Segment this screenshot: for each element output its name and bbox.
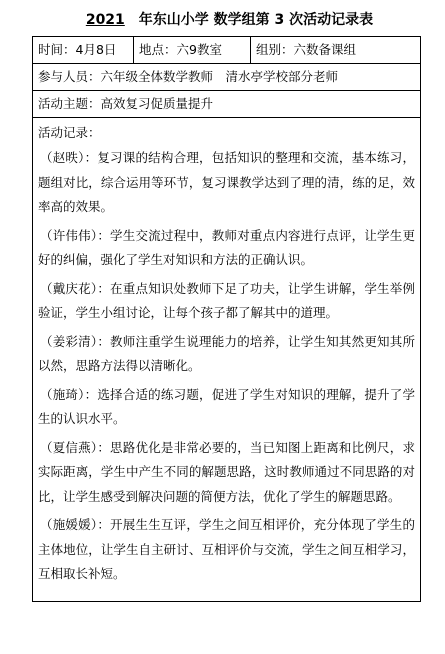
record-comment: 学生交流过程中，教师对重点内容进行点评，让学生更好的纠偏，强化了学生对知识和方法的正确认识。	[38, 227, 415, 267]
record-comment: 在重点知识处教师下足了功夫，让学生讲解，学生举例验证，学生小组讨论，让每个孩子都了解其中的道理。	[38, 280, 415, 320]
info-row	[33, 37, 420, 64]
record-entry	[38, 277, 415, 326]
records-label: 活动记录：	[38, 125, 101, 140]
record-comment: 开展生生互评，学生之间互相评价，充分体现了学生的主体地位，让学生自主研讨、互相评价与交流，学生之间互相学习，互相取长补短。	[38, 517, 415, 581]
time-cell: 时间：4月8日	[33, 37, 134, 63]
theme-row: 活动主题：高效复习促质量提升	[33, 91, 420, 118]
record-speaker: （施媛媛）：	[40, 517, 111, 532]
record-comment: 思路优化是非常必要的，当已知图上距离和比例尺，求实际距离，学生中产生不同的解题思路，这时教师通过不同思路的对比，让学生感受到解决问题的简便方法，优化了学生的解题思路。	[38, 439, 415, 504]
record-speaker: （许伟伟）：	[40, 227, 111, 243]
records-list	[38, 146, 415, 587]
participants-row: 参与人员：六年级全体数学教师 清水亭学校部分老师	[33, 64, 420, 91]
record-speaker: （施琦）：	[40, 386, 98, 402]
title-year: 2021	[85, 12, 125, 28]
record-comment: 教师注重学生说理能力的培养，让学生知其然更知其所以然，思路方法得以清晰化。	[38, 333, 415, 373]
group-cell: 组别：六数备课组	[256, 42, 357, 57]
record-entry	[38, 436, 415, 510]
record-entry	[38, 513, 415, 587]
record-speaker: （姜彩清）：	[40, 333, 111, 349]
record-speaker: （戴庆花）：	[40, 280, 111, 296]
title-text: 年东山小学 数学组第 3 次活动记录表	[138, 12, 374, 28]
record-entry	[38, 383, 415, 432]
record-comment: 选择合适的练习题，促进了学生对知识的理解，提升了学生的认识水平。	[38, 386, 415, 426]
record-comment: 复习课的结构合理，包括知识的整理和交流，基本练习，题组对比，综合运用等环节，复习课教学达到了理的清，练的足，效率高的效果。	[38, 150, 415, 214]
record-speaker: （夏信燕）：	[40, 439, 111, 455]
record-entry	[38, 330, 415, 379]
record-entry	[38, 146, 415, 220]
place-cell: 地点：六9教室	[134, 37, 251, 63]
activity-record-table	[32, 36, 421, 602]
record-speaker: （赵昳）：	[40, 150, 98, 165]
record-entry	[38, 224, 415, 273]
records-section	[33, 118, 420, 601]
document-title	[0, 10, 445, 30]
